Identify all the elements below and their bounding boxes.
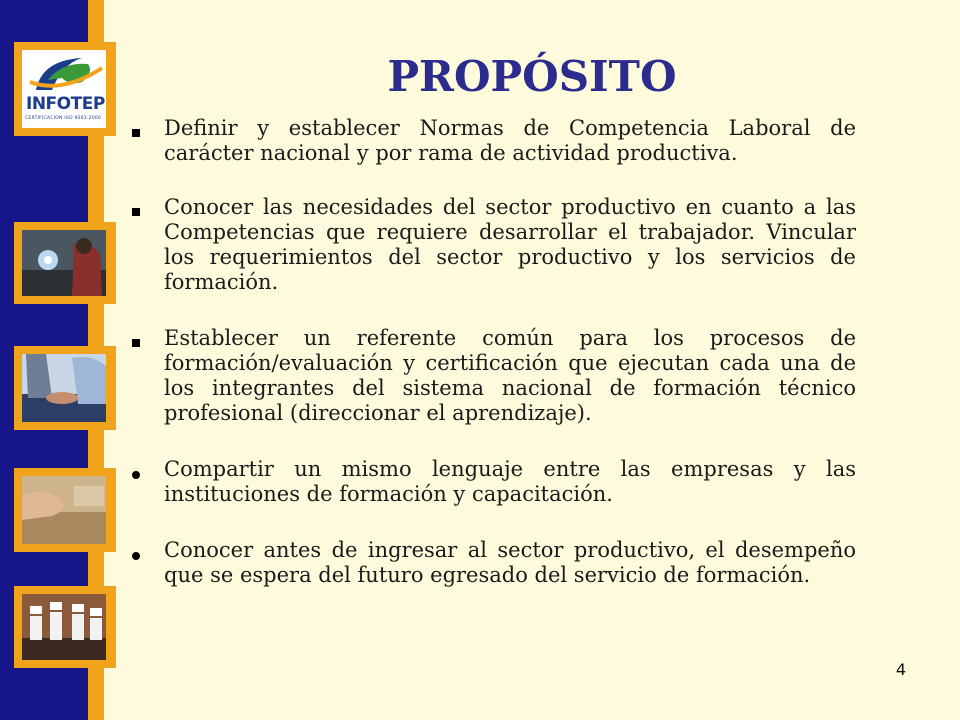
bullet-list: [126, 116, 856, 588]
photo-frame-welding: [14, 222, 116, 304]
bullet-text: Definir y establecer Normas de Competencia Laboral de carácter nacional y por rama de actividad productiva.: [164, 116, 856, 165]
bullet-item: [126, 457, 856, 507]
infotep-logo: [22, 50, 106, 128]
page-number: 4: [895, 660, 906, 679]
bullet-item: [126, 538, 856, 588]
workshop-photo: [22, 354, 106, 422]
photo-frame-workshop: [14, 346, 116, 430]
logo-frame: [14, 42, 116, 136]
square-bullet-icon: [132, 208, 140, 216]
logo-tagline: CERTIFICACION ISO 9001:2000: [25, 116, 102, 121]
round-bullet-icon: [132, 552, 140, 560]
slide-title: PROPÓSITO: [387, 52, 677, 101]
square-bullet-icon: [132, 129, 140, 137]
bullet-item: [126, 195, 856, 295]
bullet-text: Conocer antes de ingresar al sector productivo, el desempeño que se espera del futuro egresado del servicio de formación.: [164, 538, 856, 587]
globe-swoosh-icon: [22, 50, 106, 96]
welding-photo: [22, 230, 106, 296]
logo-name: INFOTEP: [26, 94, 105, 114]
bullet-item: [126, 116, 856, 166]
bullet-text: Conocer las necesidades del sector productivo en cuanto a las Competencias que requiere desarrollar el trabajador. Vincular los requerimientos del sector productivo y los servicios de formación.: [164, 195, 856, 294]
round-bullet-icon: [132, 471, 140, 479]
chefs-photo: [22, 594, 106, 660]
bullet-text: Compartir un mismo lenguaje entre las empresas y las instituciones de formación y capacitación.: [164, 457, 856, 506]
bullet-item: [126, 326, 856, 426]
photo-frame-hands: [14, 468, 116, 552]
hands-photo: [22, 476, 106, 544]
photo-frame-chefs: [14, 586, 116, 668]
bullet-text: Establecer un referente común para los procesos de formación/evaluación y certificación que ejecutan cada una de los integrantes del sistema nacional de formación técnico profesional (direccionar el aprendizaje).: [164, 326, 856, 425]
square-bullet-icon: [132, 339, 140, 347]
